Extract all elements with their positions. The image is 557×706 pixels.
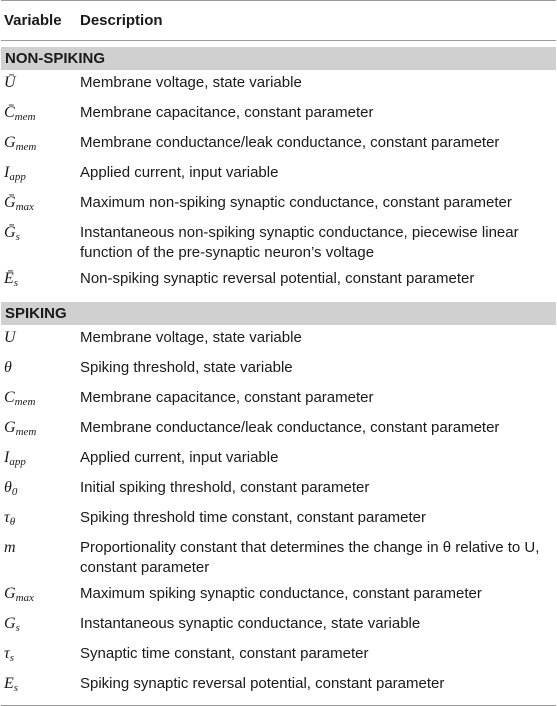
- variable-description: Membrane conductance/leak conductance, constant parameter: [80, 419, 500, 436]
- variable-description: Initial spiking threshold, constant parameter: [80, 479, 370, 496]
- table-body: [1, 47, 556, 701]
- symbol-subscript: s: [13, 682, 19, 694]
- variable-symbol: [1, 193, 77, 217]
- header-description: Description: [80, 12, 163, 29]
- table-row: [1, 130, 556, 160]
- table-row: [1, 415, 556, 445]
- table-row: [1, 266, 556, 296]
- table-row: [1, 100, 556, 130]
- table-row: [1, 505, 556, 535]
- symbol-base: I: [4, 164, 10, 181]
- variable-description: Membrane capacitance, constant parameter: [80, 389, 374, 406]
- symbol-subscript: s: [13, 277, 19, 289]
- variable-description: Membrane conductance/leak conductance, constant parameter: [80, 134, 500, 151]
- table-row: [1, 581, 556, 611]
- symbol-subscript: mem: [15, 426, 37, 438]
- symbol-base: G: [4, 615, 16, 632]
- variable-symbol: [1, 223, 77, 247]
- symbol-base: θ: [4, 359, 12, 376]
- symbol-base: Ḡ: [4, 224, 16, 241]
- symbol-subscript: s: [15, 622, 20, 634]
- symbol-subscript: mem: [15, 141, 37, 153]
- table-row: [1, 475, 556, 505]
- variable-description: Membrane capacitance, constant parameter: [80, 104, 374, 121]
- variable-description: Membrane voltage, state variable: [80, 74, 302, 91]
- variable-description: Applied current, input variable: [80, 164, 279, 181]
- variable-symbol: [1, 448, 77, 472]
- symbol-subscript: app: [9, 456, 26, 468]
- symbol-subscript: mem: [14, 111, 36, 123]
- variable-description: Spiking threshold time constant, constant parameter: [80, 509, 427, 526]
- table-row: [1, 160, 556, 190]
- variable-symbol: [1, 328, 77, 352]
- symbol-subscript: 0: [11, 486, 18, 498]
- variable-symbol: [1, 478, 77, 502]
- variable-description: Instantaneous non-spiking synaptic conductance, piecewise linear function of the pre-synaptic neuron’s voltage: [80, 224, 519, 261]
- table-row: [1, 220, 556, 266]
- symbol-base: G: [4, 419, 16, 436]
- symbol-base: θ: [4, 479, 12, 496]
- section-header: NON-SPIKING: [1, 47, 556, 70]
- symbol-base: τ: [4, 645, 10, 662]
- table-row: [1, 611, 556, 641]
- table-row: [1, 190, 556, 220]
- variable-symbol: [1, 103, 77, 127]
- symbol-base: U: [4, 329, 16, 346]
- variable-symbol: [1, 358, 77, 382]
- table-row: [1, 671, 556, 701]
- symbol-base: E: [4, 675, 14, 692]
- symbol-subscript: max: [15, 201, 34, 213]
- variable-description: Spiking synaptic reversal potential, constant parameter: [80, 675, 445, 692]
- symbol-base: C: [4, 389, 15, 406]
- symbol-base: m: [4, 539, 16, 556]
- symbol-base: Ḡ: [4, 194, 16, 211]
- variable-description: Non-spiking synaptic reversal potential, constant parameter: [80, 270, 475, 287]
- symbol-subscript: s: [9, 652, 15, 664]
- symbol-subscript: app: [9, 171, 26, 183]
- variable-symbol: [1, 388, 77, 412]
- table-header: [1, 1, 556, 41]
- variable-symbol: [1, 508, 77, 532]
- variable-description: Applied current, input variable: [80, 449, 279, 466]
- symbol-subscript: s: [15, 231, 20, 243]
- variable-symbol: [1, 584, 77, 608]
- symbol-base: G: [4, 134, 16, 151]
- symbol-subscript: max: [15, 592, 34, 604]
- symbol-base: τ: [4, 509, 10, 526]
- section-header: SPIKING: [1, 302, 556, 325]
- variable-symbol: [1, 614, 77, 638]
- variable-description: Membrane voltage, state variable: [80, 329, 302, 346]
- variable-symbol: [1, 73, 77, 97]
- variables-table: [1, 0, 556, 706]
- table-row: [1, 355, 556, 385]
- variable-description: Spiking threshold, state variable: [80, 359, 293, 376]
- header-variable: Variable: [4, 12, 62, 29]
- variable-symbol: [1, 133, 77, 157]
- table-row: [1, 641, 556, 671]
- symbol-base: Ū: [4, 74, 16, 91]
- table-row: [1, 70, 556, 100]
- variable-symbol: [1, 538, 77, 562]
- variable-description: Maximum spiking synaptic conductance, constant parameter: [80, 585, 482, 602]
- variable-description: Instantaneous synaptic conductance, state variable: [80, 615, 421, 632]
- variable-symbol: [1, 674, 77, 698]
- symbol-base: C̄: [4, 104, 15, 121]
- symbol-subscript: θ: [9, 516, 16, 528]
- variable-description: Proportionality constant that determines the change in θ relative to U, constant parameter: [80, 539, 540, 576]
- table-row: [1, 325, 556, 355]
- variable-symbol: [1, 163, 77, 187]
- table-row: [1, 385, 556, 415]
- variable-description: Synaptic time constant, constant parameter: [80, 645, 369, 662]
- symbol-subscript: mem: [14, 396, 36, 408]
- variable-symbol: [1, 269, 77, 293]
- symbol-base: G: [4, 585, 16, 602]
- table-row: [1, 535, 556, 581]
- variable-description: Maximum non-spiking synaptic conductance, constant parameter: [80, 194, 512, 211]
- table-row: [1, 445, 556, 475]
- symbol-base: I: [4, 449, 10, 466]
- symbol-base: Ē: [4, 270, 14, 287]
- variable-symbol: [1, 418, 77, 442]
- variable-symbol: [1, 644, 77, 668]
